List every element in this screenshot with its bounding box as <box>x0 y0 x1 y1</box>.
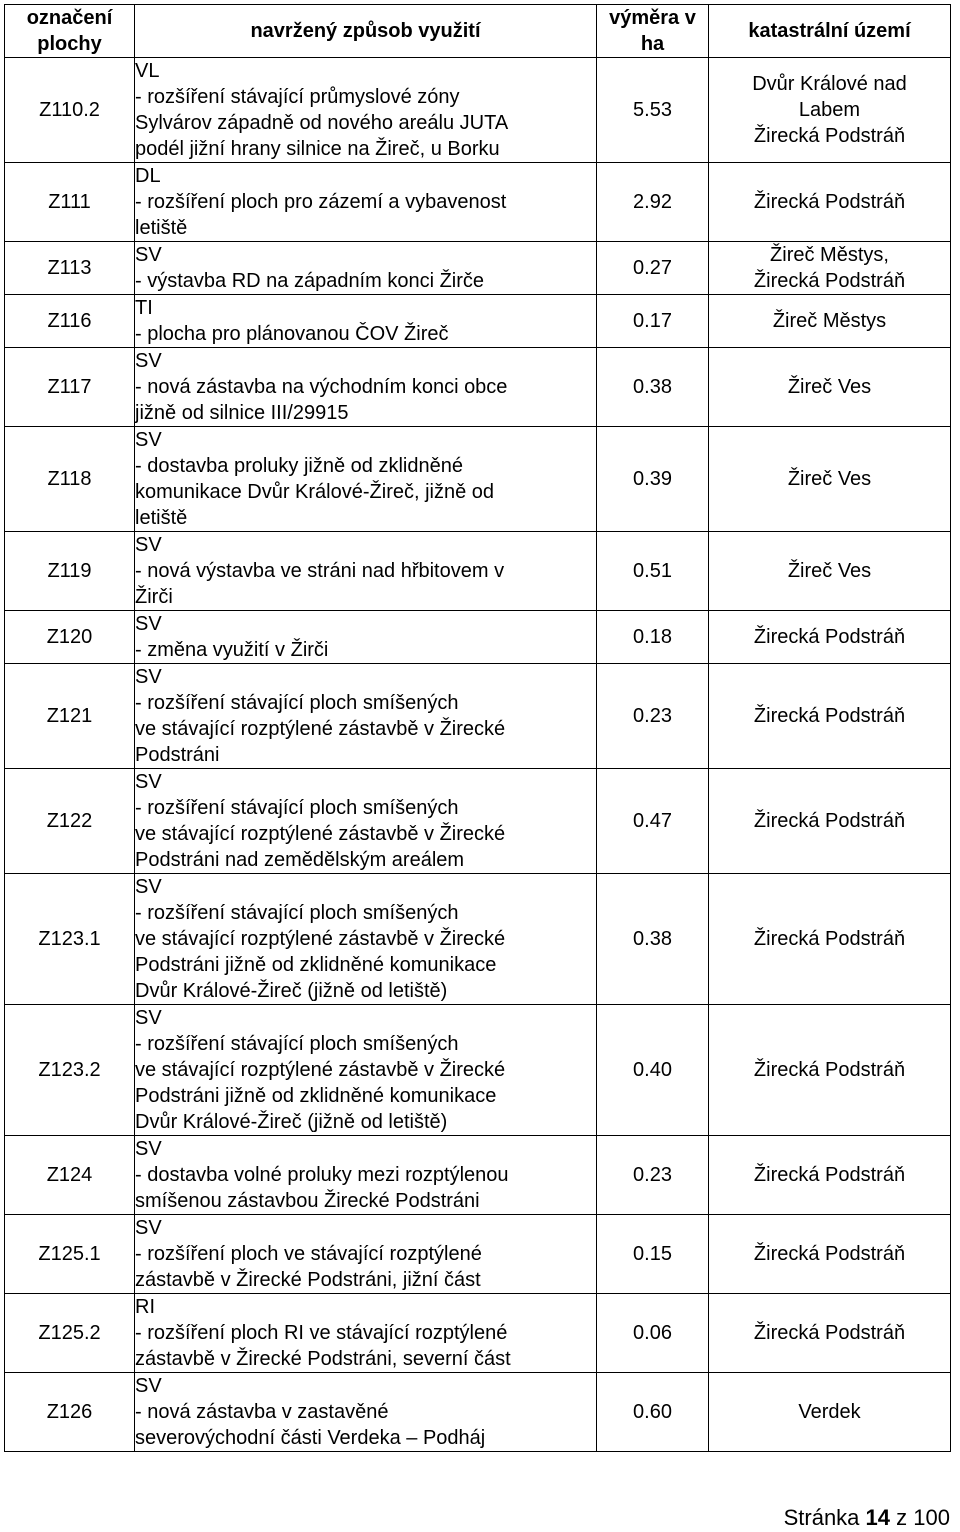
use-description: - výstavba RD na západním konci Žirče <box>135 270 485 292</box>
plot-code: Z123.2 <box>5 1005 135 1136</box>
area-ha: 0.27 <box>597 242 709 295</box>
cadastral-territory: Žireč Ves <box>709 532 951 611</box>
area-ha: 5.53 <box>597 58 709 163</box>
table-row <box>5 1373 951 1452</box>
cadastral-territory: Žirecká Podstráň <box>709 769 951 874</box>
table-row <box>5 1294 951 1373</box>
plot-code: Z117 <box>5 348 135 427</box>
use-description: - plocha pro plánovanou ČOV Žireč <box>135 323 449 345</box>
footer-middle: z <box>896 1505 908 1530</box>
use-description: - rozšíření stávající ploch smíšených ve stávající rozptýlené zástavbě v Žirecké Podstráni nad zemědělským areálem <box>135 797 506 871</box>
use-type: SV <box>135 244 162 266</box>
proposed-use <box>135 1215 597 1294</box>
use-type: SV <box>135 534 162 556</box>
use-description: - změna využití v Žirči <box>135 639 329 661</box>
proposed-use <box>135 532 597 611</box>
cadastral-territory: Žirecká Podstráň <box>709 611 951 664</box>
table-row <box>5 295 951 348</box>
footer-total-pages: 100 <box>913 1505 950 1530</box>
cadastral-territory: Žireč Ves <box>709 427 951 532</box>
plot-code: Z126 <box>5 1373 135 1452</box>
area-ha: 0.38 <box>597 348 709 427</box>
area-ha: 0.17 <box>597 295 709 348</box>
use-description: - rozšíření stávající ploch smíšených ve stávající rozptýlené zástavbě v Žirecké Podstráni jižně od zklidněné komunikace Dvůr Králové-Žireč (jižně od letiště) <box>135 902 506 1002</box>
table-row <box>5 427 951 532</box>
table-row <box>5 1215 951 1294</box>
header-territory: katastrální území <box>709 5 951 58</box>
use-description: - dostavba volné proluky mezi rozptýlenou smíšenou zástavbou Žirecké Podstráni <box>135 1164 509 1212</box>
table-row <box>5 1005 951 1136</box>
use-type: SV <box>135 350 162 372</box>
plot-code: Z124 <box>5 1136 135 1215</box>
area-ha: 0.40 <box>597 1005 709 1136</box>
cadastral-territory: Dvůr Králové nad Labem Žirecká Podstráň <box>709 58 951 163</box>
header-row <box>5 5 951 58</box>
plot-code: Z110.2 <box>5 58 135 163</box>
table-body <box>5 58 951 1452</box>
proposed-use <box>135 58 597 163</box>
table-row <box>5 348 951 427</box>
proposed-use <box>135 427 597 532</box>
footer-prefix: Stránka <box>783 1505 860 1530</box>
use-description: - rozšíření stávající průmyslové zóny Sylvárov západně od nového areálu JUTA podél jižní hrany silnice na Žireč, u Borku <box>135 86 509 160</box>
use-description: - rozšíření ploch ve stávající rozptýlené zástavbě v Žirecké Podstráni, jižní část <box>135 1243 482 1291</box>
plot-code: Z116 <box>5 295 135 348</box>
proposed-use <box>135 611 597 664</box>
proposed-use <box>135 348 597 427</box>
area-ha: 0.39 <box>597 427 709 532</box>
use-type: VL <box>135 60 160 82</box>
table-row <box>5 58 951 163</box>
plot-code: Z118 <box>5 427 135 532</box>
plot-code: Z111 <box>5 163 135 242</box>
cadastral-territory: Žirecká Podstráň <box>709 1215 951 1294</box>
plot-code: Z121 <box>5 664 135 769</box>
proposed-use <box>135 874 597 1005</box>
plot-code: Z119 <box>5 532 135 611</box>
use-type: SV <box>135 1375 162 1397</box>
proposed-use <box>135 295 597 348</box>
cadastral-territory: Žirecká Podstráň <box>709 1136 951 1215</box>
plot-code: Z113 <box>5 242 135 295</box>
area-ha: 0.23 <box>597 1136 709 1215</box>
table-row <box>5 874 951 1005</box>
proposed-use <box>135 664 597 769</box>
proposed-use <box>135 769 597 874</box>
proposed-use <box>135 1373 597 1452</box>
cadastral-territory: Žirecká Podstráň <box>709 163 951 242</box>
plot-code: Z123.1 <box>5 874 135 1005</box>
area-ha: 2.92 <box>597 163 709 242</box>
area-ha: 0.60 <box>597 1373 709 1452</box>
proposed-use <box>135 1294 597 1373</box>
use-type: SV <box>135 876 162 898</box>
proposed-use <box>135 163 597 242</box>
cadastral-territory: Žirecká Podstráň <box>709 664 951 769</box>
cadastral-territory: Žireč Městys, Žirecká Podstráň <box>709 242 951 295</box>
proposed-use <box>135 242 597 295</box>
plot-code: Z125.2 <box>5 1294 135 1373</box>
cadastral-territory: Verdek <box>709 1373 951 1452</box>
use-type: SV <box>135 666 162 688</box>
header-code: označení plochy <box>5 5 135 58</box>
use-description: - rozšíření stávající ploch smíšených ve stávající rozptýlené zástavbě v Žirecké Podstráni <box>135 692 506 766</box>
use-type: SV <box>135 613 162 635</box>
use-description: - dostavba proluky jižně od zklidněné komunikace Dvůr Králové-Žireč, jižně od letiště <box>135 455 495 529</box>
use-type: SV <box>135 1217 162 1239</box>
use-type: DL <box>135 165 161 187</box>
use-description: - rozšíření ploch RI ve stávající rozptýlené zástavbě v Žirecké Podstráni, severní část <box>135 1322 511 1370</box>
use-description: - rozšíření ploch pro zázemí a vybavenost letiště <box>135 191 507 239</box>
plot-code: Z120 <box>5 611 135 664</box>
area-ha: 0.18 <box>597 611 709 664</box>
use-description: - rozšíření stávající ploch smíšených ve stávající rozptýlené zástavbě v Žirecké Podstráni jižně od zklidněné komunikace Dvůr Králové-Žireč (jižně od letiště) <box>135 1033 506 1133</box>
use-description: - nová výstavba ve stráni nad hřbitovem v Žirči <box>135 560 505 608</box>
table-row <box>5 1136 951 1215</box>
footer-page-number: 14 <box>865 1505 891 1530</box>
area-ha: 0.15 <box>597 1215 709 1294</box>
use-description: - nová zástavba na východním konci obce jižně od silnice III/29915 <box>135 376 508 424</box>
plot-code: Z125.1 <box>5 1215 135 1294</box>
header-area: výměra v ha <box>597 5 709 58</box>
use-type: SV <box>135 771 162 793</box>
table-row <box>5 242 951 295</box>
use-type: TI <box>135 297 153 319</box>
land-use-table <box>4 4 951 1452</box>
cadastral-territory: Žireč Ves <box>709 348 951 427</box>
use-type: SV <box>135 1007 162 1029</box>
table-row <box>5 769 951 874</box>
area-ha: 0.06 <box>597 1294 709 1373</box>
header-use: navržený způsob využití <box>135 5 597 58</box>
proposed-use <box>135 1005 597 1136</box>
table-row <box>5 664 951 769</box>
area-ha: 0.38 <box>597 874 709 1005</box>
cadastral-territory: Žirecká Podstráň <box>709 1294 951 1373</box>
area-ha: 0.51 <box>597 532 709 611</box>
cadastral-territory: Žirecká Podstráň <box>709 874 951 1005</box>
use-type: SV <box>135 429 162 451</box>
use-type: SV <box>135 1138 162 1160</box>
table-row <box>5 532 951 611</box>
cadastral-territory: Žireč Městys <box>709 295 951 348</box>
use-type: RI <box>135 1296 155 1318</box>
area-ha: 0.47 <box>597 769 709 874</box>
area-ha: 0.23 <box>597 664 709 769</box>
table-row <box>5 611 951 664</box>
plot-code: Z122 <box>5 769 135 874</box>
proposed-use <box>135 1136 597 1215</box>
use-description: - nová zástavba v zastavěné severovýchodní části Verdeka – Podháj <box>135 1401 486 1449</box>
page-footer <box>784 1505 950 1531</box>
table-row <box>5 163 951 242</box>
cadastral-territory: Žirecká Podstráň <box>709 1005 951 1136</box>
